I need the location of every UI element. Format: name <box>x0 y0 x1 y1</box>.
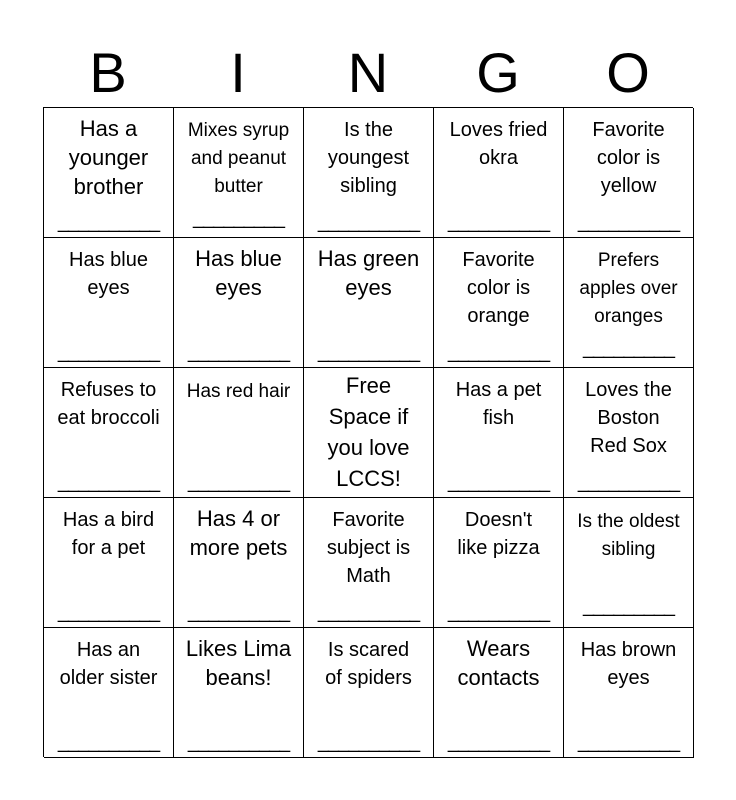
bingo-cell[interactable] <box>174 368 304 498</box>
cell-prompt: Is the oldest sibling <box>577 511 680 560</box>
cell-prompt: Favorite color is orange <box>462 249 535 327</box>
cell-prompt: Doesn't like pizza <box>457 509 540 559</box>
cell-prompt: Loves the Boston Red Sox <box>585 379 672 457</box>
bingo-cell[interactable] <box>44 368 174 498</box>
cell-prompt: Has a bird for a pet <box>62 509 155 559</box>
signature-line: __________ <box>317 732 420 752</box>
cell-prompt: Has 4 or more pets <box>189 506 288 560</box>
signature-line: __________ <box>187 732 290 752</box>
cell-prompt: Has brown eyes <box>580 639 677 689</box>
free-space-text: Free Space if you love LCCS! <box>327 373 410 491</box>
bingo-cell[interactable] <box>434 108 564 238</box>
signature-line: __________ <box>187 342 290 362</box>
bingo-cell[interactable] <box>564 498 694 628</box>
cell-prompt: Has blue eyes <box>195 246 282 300</box>
signature-line: __________ <box>317 212 420 232</box>
signature-line: __________ <box>57 212 160 232</box>
signature-line: __________ <box>187 602 290 622</box>
bingo-cell[interactable] <box>174 628 304 758</box>
bingo-cell[interactable] <box>44 628 174 758</box>
bingo-cell[interactable] <box>174 238 304 368</box>
signature-line: __________ <box>57 342 160 362</box>
bingo-cell[interactable] <box>564 108 694 238</box>
cell-prompt: Has a younger brother <box>68 116 149 199</box>
cell-prompt: Is scared of spiders <box>325 639 412 689</box>
signature-line: _________ <box>582 596 675 616</box>
cell-prompt: Refuses to eat broccoli <box>57 379 160 429</box>
cell-prompt: Mixes syrup and peanut butter <box>187 120 290 197</box>
bingo-cell[interactable] <box>44 238 174 368</box>
cell-prompt: Prefers apples over oranges <box>579 250 678 327</box>
bingo-cell[interactable] <box>434 498 564 628</box>
bingo-cell[interactable] <box>174 108 304 238</box>
bingo-cell[interactable] <box>564 628 694 758</box>
header-letter-g: G <box>476 41 520 104</box>
cell-prompt: Has a pet fish <box>455 379 542 429</box>
bingo-cell[interactable] <box>564 368 694 498</box>
bingo-header <box>43 42 693 104</box>
signature-line: __________ <box>57 472 160 492</box>
bingo-cell[interactable] <box>304 628 434 758</box>
bingo-cell[interactable] <box>44 498 174 628</box>
signature-line: __________ <box>317 602 420 622</box>
bingo-cell[interactable] <box>434 368 564 498</box>
signature-line: __________ <box>447 472 550 492</box>
signature-line: __________ <box>447 212 550 232</box>
signature-line: __________ <box>57 732 160 752</box>
header-letter-o: O <box>606 41 650 104</box>
signature-line: __________ <box>447 602 550 622</box>
bingo-cell[interactable] <box>304 108 434 238</box>
cell-prompt: Has green eyes <box>317 246 420 300</box>
cell-prompt: Favorite color is yellow <box>592 119 665 197</box>
signature-line: __________ <box>577 212 680 232</box>
signature-line: __________ <box>447 732 550 752</box>
header-letter-i: I <box>230 41 246 104</box>
cell-prompt: Is the youngest sibling <box>327 119 410 197</box>
bingo-cell[interactable] <box>434 628 564 758</box>
cell-prompt: Has blue eyes <box>69 249 148 299</box>
header-letter-n: N <box>347 41 389 104</box>
signature-line: __________ <box>577 732 680 752</box>
signature-line: _________ <box>582 338 675 358</box>
signature-line: __________ <box>447 342 550 362</box>
bingo-cell[interactable] <box>304 238 434 368</box>
cell-prompt: Wears contacts <box>457 636 540 690</box>
bingo-cell[interactable] <box>434 238 564 368</box>
signature-line: __________ <box>57 602 160 622</box>
signature-line: _________ <box>192 208 285 228</box>
cell-prompt: Has an older sister <box>59 639 158 689</box>
cell-prompt: Has red hair <box>186 381 291 402</box>
bingo-cell[interactable] <box>174 498 304 628</box>
bingo-cell[interactable] <box>564 238 694 368</box>
cell-prompt: Loves fried okra <box>449 119 548 169</box>
signature-line: __________ <box>577 472 680 492</box>
signature-line: __________ <box>187 472 290 492</box>
bingo-cell[interactable] <box>304 498 434 628</box>
bingo-grid <box>43 107 693 757</box>
cell-prompt: Favorite subject is Math <box>326 509 411 587</box>
header-letter-b: B <box>89 41 127 104</box>
free-space-cell[interactable] <box>304 368 434 498</box>
signature-line: __________ <box>317 342 420 362</box>
cell-prompt: Likes Lima beans! <box>185 636 292 690</box>
bingo-cell[interactable] <box>44 108 174 238</box>
